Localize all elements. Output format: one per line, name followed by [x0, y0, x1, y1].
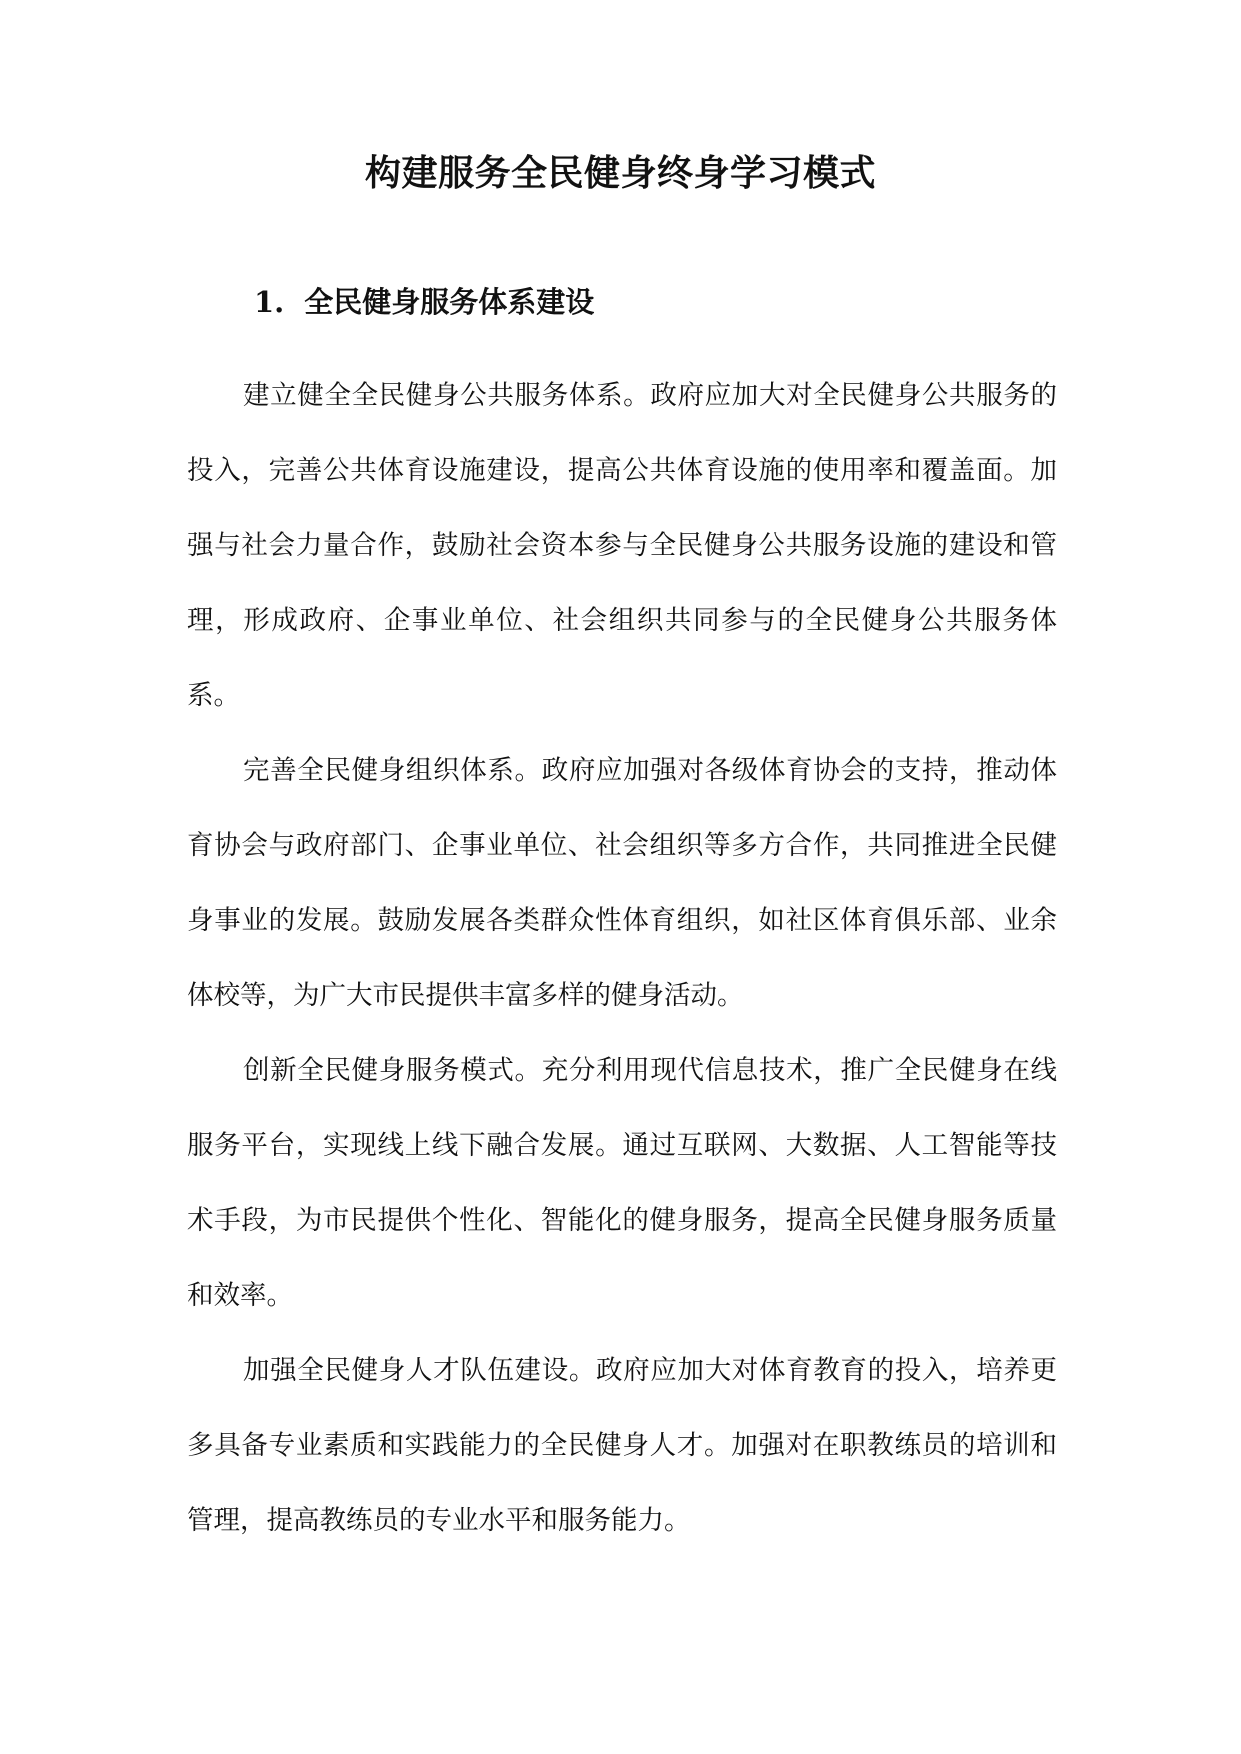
page-title: 构建服务全民健身终身学习模式	[364, 153, 876, 194]
document-body	[187, 358, 1057, 1558]
paragraph-public-service: 建立健全全民健身公共服务体系。政府应加大对全民健身公共服务的投入，完善公共体育设施建设，提高公共体育设施的使用率和覆盖面。加强与社会力量合作，鼓励社会资本参与全民健身公共服务设施的建设和管理，形成政府、企事业单位、社会组织共同参与的全民健身公共服务体系。	[187, 380, 1057, 711]
paragraph-service-model: 创新全民健身服务模式。充分利用现代信息技术，推广全民健身在线服务平台，实现线上线下融合发展。通过互联网、大数据、人工智能等技术手段，为市民提供个性化、智能化的健身服务，提高全民健身服务质量和效率。	[187, 1055, 1057, 1311]
section-heading	[254, 280, 594, 324]
paragraph-organization: 完善全民健身组织体系。政府应加强对各级体育协会的支持，推动体育协会与政府部门、企事业单位、社会组织等多方合作，共同推进全民健身事业的发展。鼓励发展各类群众性体育组织，如社区体育俱乐部、业余体校等，为广大市民提供丰富多样的健身活动。	[187, 755, 1057, 1011]
paragraph-talent: 加强全民健身人才队伍建设。政府应加大对体育教育的投入，培养更多具备专业素质和实践能力的全民健身人才。加强对在职教练员的培训和管理，提高教练员的专业水平和服务能力。	[187, 1355, 1057, 1536]
section-number: 1.	[254, 285, 285, 319]
section-heading-text: 全民健身服务体系建设	[304, 285, 595, 319]
